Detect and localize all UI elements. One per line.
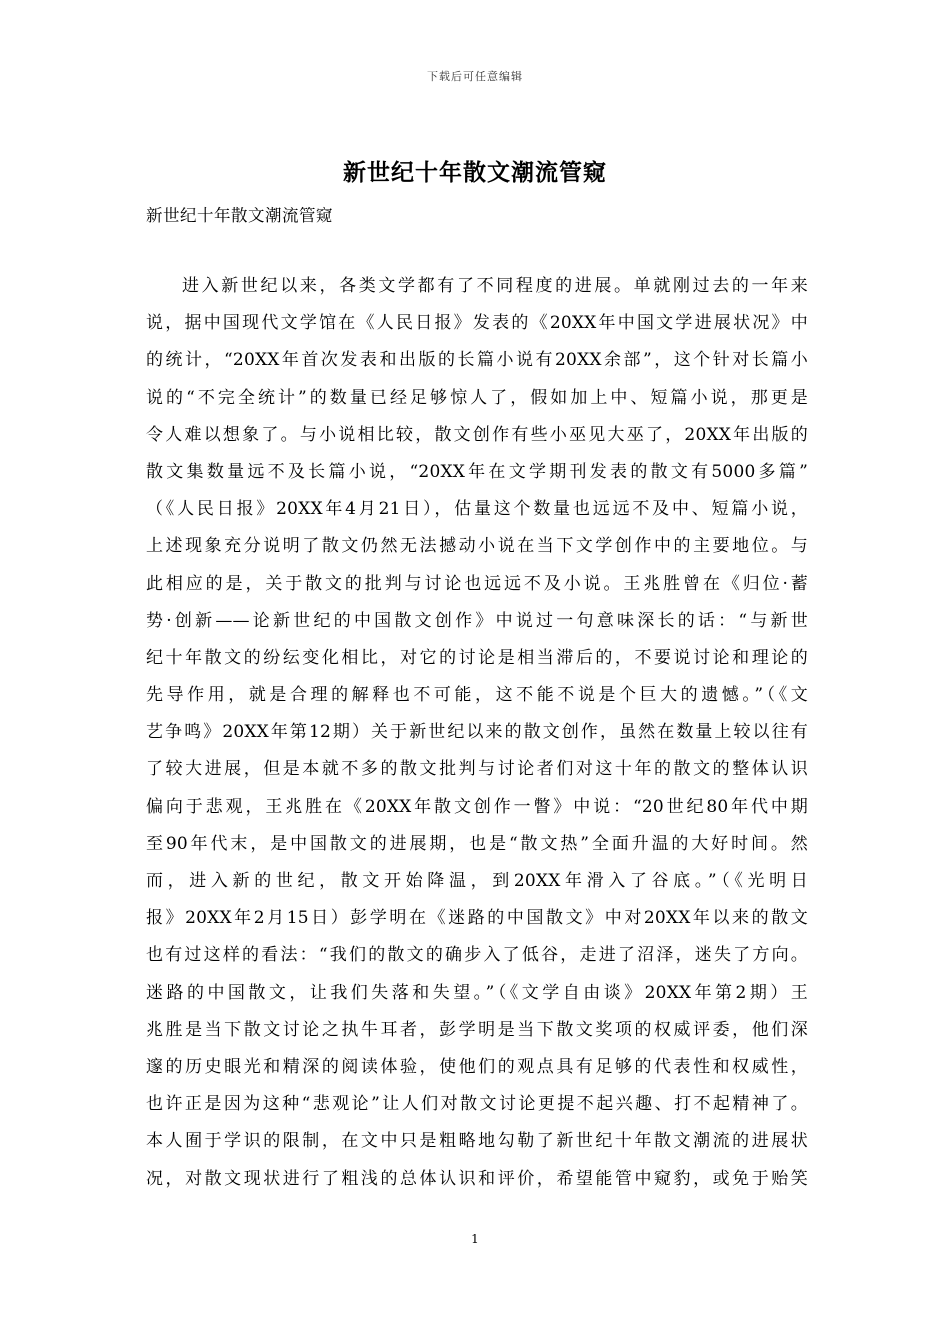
paragraph-line: 艺争鸣》20XX年第12期）关于新世纪以来的散文创作，虽然在数量上较以往有 [146, 722, 808, 743]
paragraph-line: 报》20XX年2月15日）彭学明在《迷路的中国散文》中对20XX年以来的散文 [146, 908, 808, 929]
paragraph-line: 而，进入新的世纪，散文开始降温，到20XX年滑入了谷底。”（《光明日 [146, 871, 808, 891]
paragraph-line: 势·创新——论新世纪的中国散文创作》中说过一句意味深长的话：“与新世 [146, 610, 808, 631]
paragraph-line: 也有过这样的看法：“我们的散文的确步入了低谷，走进了沼泽，迷失了方向。 [146, 945, 808, 966]
paragraph-line: 邃的历史眼光和精深的阅读体验，使他们的观点具有足够的代表性和权威性， [146, 1056, 808, 1077]
paragraph-line: 纪十年散文的纷纭变化相比，对它的讨论是相当滞后的，不要说讨论和理论的 [146, 647, 808, 668]
paragraph-line: 令人难以想象了。与小说相比较，散文创作有些小巫见大巫了，20XX年出版的 [146, 424, 808, 445]
paragraph-line: 说的“不完全统计”的数量已经足够惊人了，假如加上中、短篇小说，那更是 [146, 387, 808, 408]
paragraph-line: 进入新世纪以来，各类文学都有了不同程度的进展。单就刚过去的一年来 [182, 276, 808, 296]
paragraph-line: 散文集数量远不及长篇小说，“20XX年在文学期刊发表的散文有5000多篇” [146, 461, 808, 482]
document-subtitle: 新世纪十年散文潮流管窥 [146, 206, 333, 225]
paragraph-line: 上述现象充分说明了散文仍然无法撼动小说在当下文学创作中的主要地位。与 [146, 536, 808, 557]
paragraph-line: 也许正是因为这种“悲观论”让人们对散文讨论更提不起兴趣、打不起精神了。 [146, 1094, 808, 1115]
paragraph-line: 说，据中国现代文学馆在《人民日报》发表的《20XX年中国文学进展状况》中 [146, 313, 808, 334]
paragraph-line: 本人囿于学识的限制，在文中只是粗略地勾勒了新世纪十年散文潮流的进展状 [146, 1131, 808, 1152]
paragraph-line: 况，对散文现状进行了粗浅的总体认识和评价，希望能管中窥豹，或免于贻笑 [146, 1168, 808, 1189]
paragraph-line: 至90年代末，是中国散文的进展期，也是“散文热”全面升温的大好时间。然 [146, 833, 808, 854]
body-paragraph [146, 272, 808, 1202]
paragraph-line: 先导作用，就是合理的解释也不可能，这不能不说是个巨大的遗憾。”（《文 [146, 685, 808, 706]
paragraph-line: 偏向于悲观，王兆胜在《20XX年散文创作一瞥》中说：“20世纪80年代中期 [146, 796, 808, 817]
paragraph-line: 此相应的是，关于散文的批判与讨论也远远不及小说。王兆胜曾在《归位·蓄 [146, 573, 808, 594]
header-note: 下载后可任意编辑 [427, 70, 523, 83]
paragraph-line: 兆胜是当下散文讨论之执牛耳者，彭学明是当下散文奖项的权威评委，他们深 [146, 1019, 808, 1040]
paragraph-line: 的统计，“20XX年首次发表和出版的长篇小说有20XX余部”，这个针对长篇小 [146, 350, 808, 371]
page-number: 1 [471, 1232, 479, 1246]
paragraph-line: 了较大进展，但是本就不多的散文批判与讨论者们对这十年的散文的整体认识 [146, 759, 808, 780]
paragraph-line: （《人民日报》20XX年4月21日），估量这个数量也远远不及中、短篇小说， [146, 499, 808, 520]
paragraph-line: 迷路的中国散文，让我们失落和失望。”（《文学自由谈》20XX年第2期）王 [146, 982, 808, 1003]
document-title: 新世纪十年散文潮流管窥 [343, 159, 607, 186]
